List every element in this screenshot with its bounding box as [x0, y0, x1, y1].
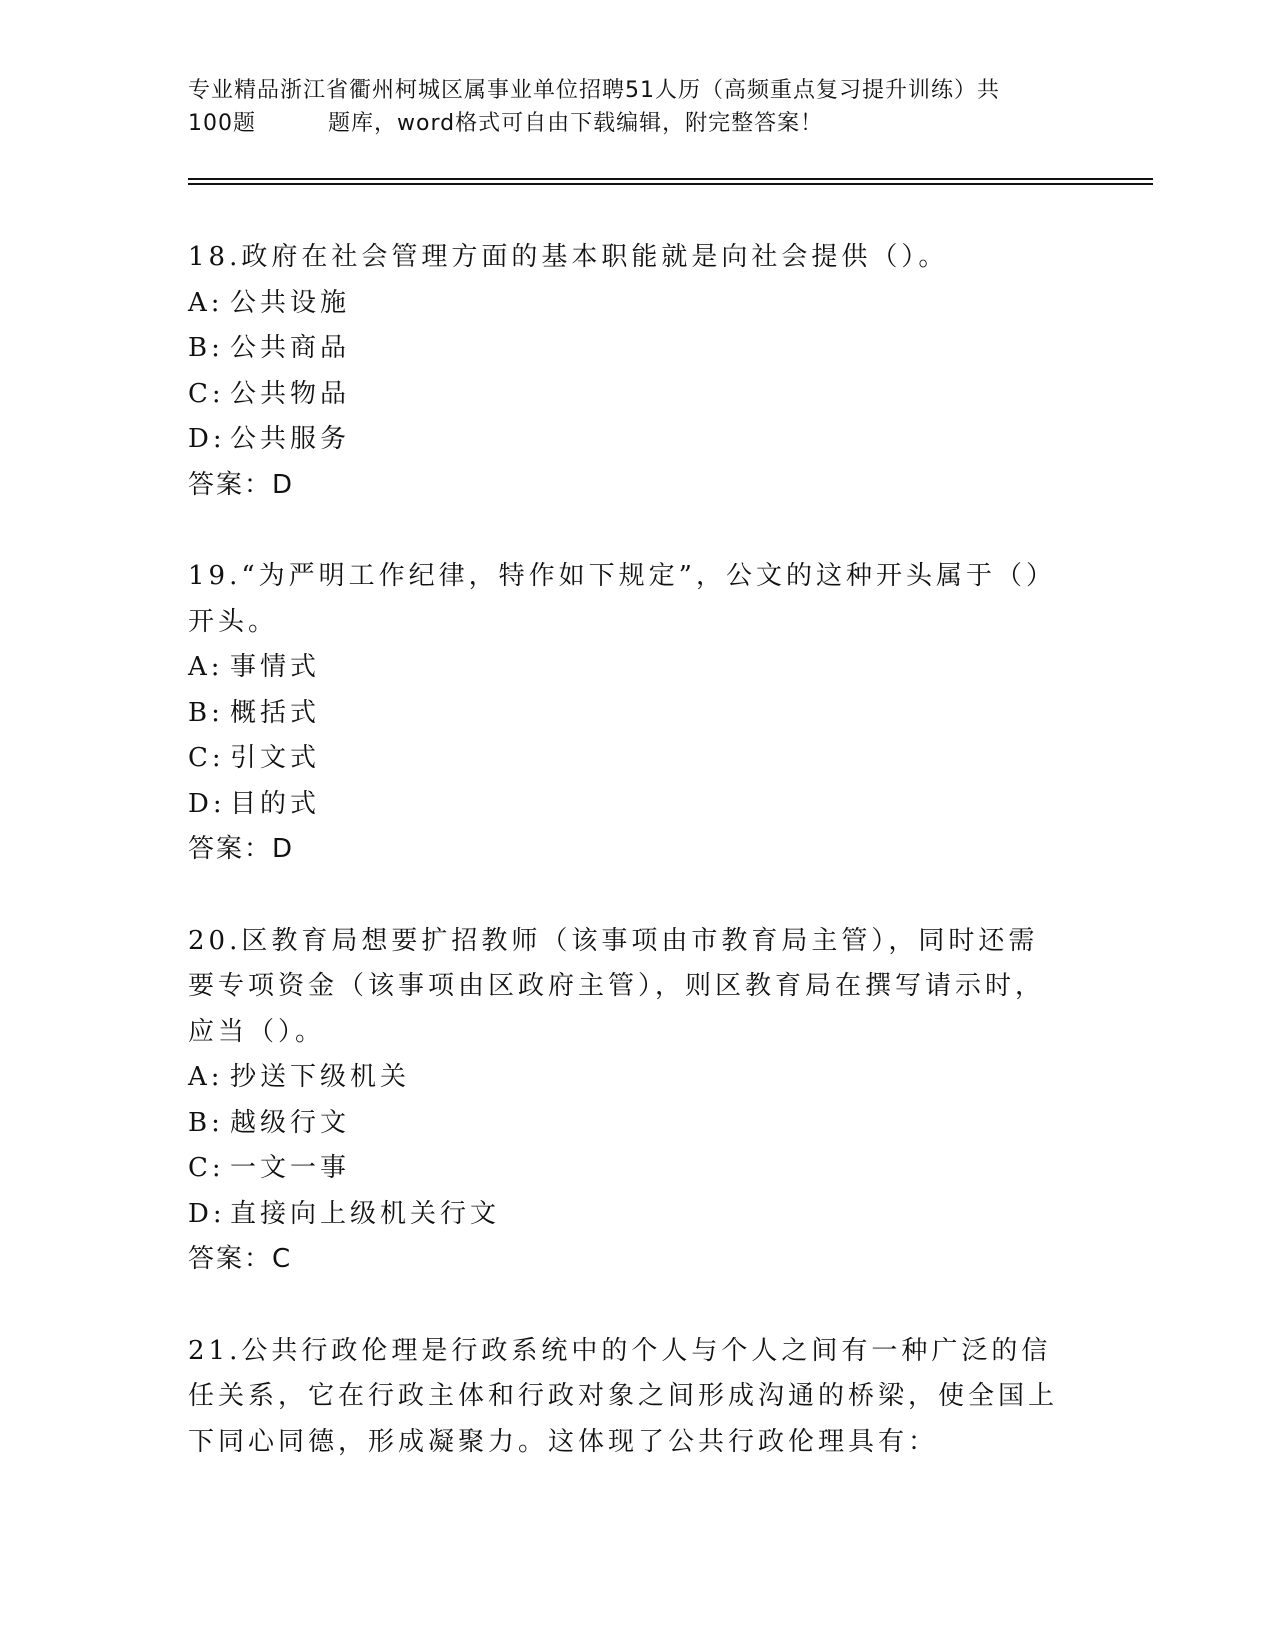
option-letter: B:	[188, 1107, 224, 1138]
option-c	[188, 736, 1068, 782]
question-text	[188, 235, 1068, 281]
header-question-count: 100题	[188, 111, 256, 136]
answer-line: 答案：D	[188, 834, 295, 864]
option-letter: A:	[188, 652, 224, 682]
option-letter: C:	[188, 378, 225, 409]
header-title-line1: 专业精品浙江省衢州柯城区属事业单位招聘51人历（高频重点复习提升训练）共	[188, 78, 1000, 103]
option-text: 直接向上级机关行文	[230, 1198, 501, 1229]
document-header	[188, 74, 1088, 140]
option-text: 公共商品	[230, 333, 351, 363]
question-18	[188, 235, 1068, 508]
header-title-line2	[188, 107, 1088, 140]
question-20	[188, 919, 1068, 1283]
option-a	[188, 645, 1068, 691]
option-d	[188, 417, 1068, 463]
option-b	[188, 1101, 1068, 1147]
option-text: 抄送下级机关	[230, 1062, 411, 1092]
option-text: 公共设施	[230, 287, 351, 318]
header-divider-bottom	[188, 183, 1153, 185]
option-text: 一文一事	[230, 1153, 351, 1183]
option-d	[188, 1192, 1068, 1238]
option-a	[188, 281, 1068, 327]
question-stem: “为严明工作纪律，特作如下规定”，公文的这种开头属于（）开头。	[188, 561, 1056, 637]
option-text: 公共服务	[230, 424, 351, 454]
header-description: 题库，word格式可自由下载编辑，附完整答案！	[328, 111, 824, 136]
answer-line: 答案：C	[188, 1244, 293, 1274]
option-c	[188, 1146, 1068, 1192]
question-number: 21.	[188, 1335, 242, 1366]
question-number: 18.	[188, 242, 242, 272]
option-letter: A:	[188, 287, 224, 318]
option-text: 公共物品	[230, 378, 351, 409]
question-number: 20.	[188, 925, 242, 956]
question-text	[188, 1329, 1068, 1466]
option-b	[188, 691, 1068, 737]
answer-line: 答案：D	[188, 469, 295, 500]
option-text: 概括式	[230, 697, 321, 728]
question-number: 19.	[188, 561, 242, 591]
option-b	[188, 326, 1068, 372]
option-letter: C:	[188, 1153, 225, 1183]
option-letter: B:	[188, 333, 224, 363]
option-a	[188, 1055, 1068, 1101]
question-stem: 公共行政伦理是行政系统中的个人与个人之间有一种广泛的信任关系，它在行政主体和行政对象之间形成沟通的桥梁，使全国上下同心同德，形成凝聚力。这体现了公共行政伦理具有：	[188, 1335, 1059, 1457]
option-letter: D:	[188, 424, 226, 454]
option-c	[188, 372, 1068, 418]
question-stem: 区教育局想要扩招教师（该事项由市教育局主管），同时还需要专项资金（该事项由区政府主管），则区教育局在撰写请示时，应当（）。	[188, 925, 1046, 1047]
question-19	[188, 554, 1068, 873]
question-stem: 政府在社会管理方面的基本职能就是向社会提供（）。	[241, 242, 949, 272]
question-list	[188, 235, 1068, 1511]
option-text: 目的式	[230, 788, 321, 819]
option-letter: D:	[188, 788, 226, 819]
option-text: 引文式	[230, 743, 321, 773]
option-text: 越级行文	[230, 1107, 351, 1138]
option-letter: A:	[188, 1062, 224, 1092]
question-text	[188, 919, 1068, 1056]
option-text: 事情式	[230, 652, 321, 682]
header-divider-top	[188, 178, 1153, 180]
question-21	[188, 1329, 1068, 1466]
option-d	[188, 782, 1068, 828]
question-text	[188, 554, 1068, 645]
option-letter: D:	[188, 1198, 226, 1229]
option-letter: C:	[188, 743, 225, 773]
option-letter: B:	[188, 697, 224, 728]
